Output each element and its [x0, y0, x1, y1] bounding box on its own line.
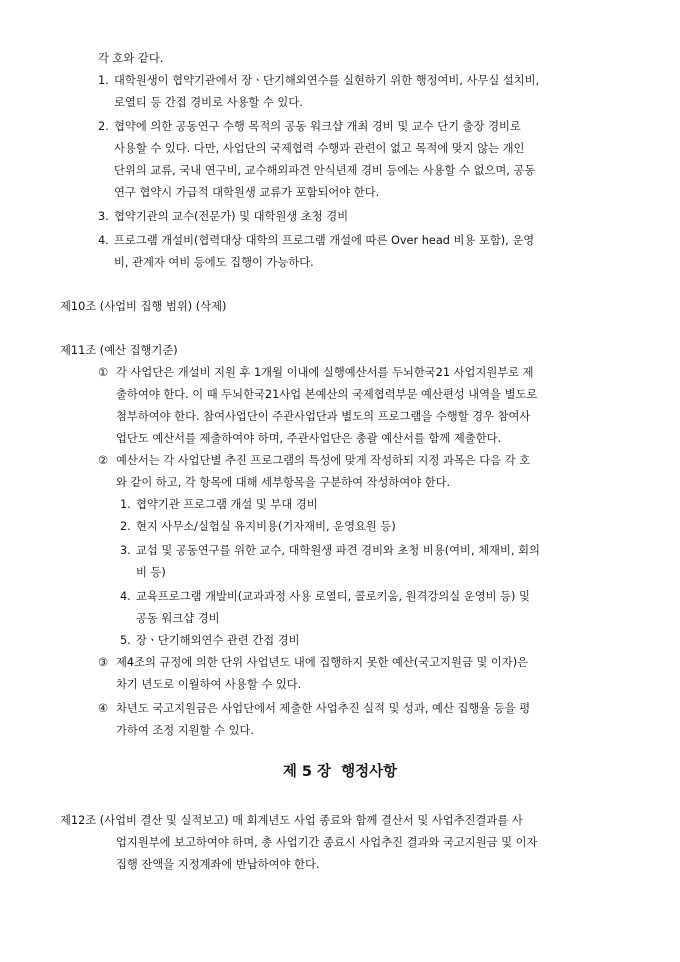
list-number: 1.	[120, 498, 131, 511]
list-item-line: 장ㆍ단기해외연수 관련 간접 경비	[136, 634, 300, 647]
list-item-line: 공동 워크샵 경비	[136, 612, 220, 625]
paragraph-line: 와 같이 하고, 각 항목에 대해 세부항목을 구분하여 작성하여야 한다.	[116, 476, 451, 489]
list-number: 2.	[98, 120, 109, 133]
list-item-line: 로열티 등 간접 경비로 사용할 수 있다.	[114, 96, 303, 109]
list-item-line: 교섭 및 공동연구를 위한 교수, 대학원생 파견 경비와 초청 비용(여비, 체재비, 회의	[136, 544, 540, 557]
paragraph-line: 업단도 예산서를 제출하여야 하며, 주관사업단은 총괄 예산서를 함께 제출한다.	[116, 432, 502, 445]
paragraph-line: 차년도 국고지원금은 사업단에서 제출한 사업추진 실적 및 성과, 예산 집행율 등을 평	[116, 702, 531, 715]
paragraph-mark: ④	[98, 702, 109, 715]
list-item-line: 협약에 의한 공동연구 수행 목적의 공동 워크샵 개최 경비 및 교수 단기 출장 경비로	[114, 120, 521, 133]
list-number: 4.	[98, 234, 109, 247]
list-number: 3.	[98, 210, 109, 223]
paragraph-line: 출하여야 한다. 이 때 두뇌한국21사업 본예산의 국제협력부문 예산편성 내역을 별도로	[116, 388, 538, 401]
paragraph-line: 각 사업단은 개설비 지원 후 1개월 이내에 실행예산서를 두뇌한국21 사업지원부로 제	[116, 366, 534, 379]
paragraph-line: 차기 년도로 이월하여 사용할 수 있다.	[116, 678, 302, 691]
paragraph-mark: ②	[98, 454, 109, 467]
list-number: 3.	[120, 544, 131, 557]
list-number: 4.	[120, 590, 131, 603]
list-item-line: 비, 관계자 여비 등에도 집행이 가능하다.	[114, 256, 314, 269]
list-number: 1.	[98, 74, 109, 87]
article-12-line: 제12조 (사업비 결산 및 실적보고) 매 회계년도 사업 종료와 함께 결산서 및 사업추진결과를 사	[60, 814, 523, 827]
article-12-line: 업지원부에 보고하여야 하며, 총 사업기간 종료시 사업추진 결과와 국고지원금 및 이자	[116, 836, 538, 849]
list-item-line: 대학원생이 협약기관에서 장ㆍ단기해외연수를 실현하기 위한 행정여비, 사무실 설치비,	[114, 74, 540, 87]
article-10-heading: 제10조 (사업비 집행 범위) (삭제)	[60, 300, 227, 313]
chapter-title: 제 5 장 행정사항	[282, 764, 398, 780]
paragraph-line: 가하여 조정 지원할 수 있다.	[116, 724, 254, 737]
paragraph-mark: ③	[98, 656, 109, 669]
list-item-line: 현지 사무소/실험실 유지비용(기자재비, 운영요원 등)	[136, 520, 396, 533]
list-number: 2.	[120, 520, 131, 533]
list-item-line: 교육프로그램 개발비(교과과정 사용 로열티, 콜로키움, 원격강의실 운영비 등) 및	[136, 590, 530, 603]
article-11-heading: 제11조 (예산 집행기준)	[60, 344, 178, 357]
paragraph-line: 예산서는 각 사업단별 추진 프로그램의 특성에 맞게 작성하되 지정 과목은 다음 각 호	[116, 454, 531, 467]
list-item-line: 연구 협약시 가급적 대학원생 교류가 포함되어야 한다.	[114, 186, 380, 199]
intro-line: 각 호와 같다.	[98, 52, 164, 65]
list-item-line: 비 등)	[136, 566, 166, 579]
article-12-line: 집행 잔액을 지정계좌에 반납하여야 한다.	[116, 858, 320, 871]
list-number: 5.	[120, 634, 131, 647]
list-item-line: 사용할 수 있다. 다만, 사업단의 국제협력 수행과 관련이 없고 목적에 맞지 않는 개인	[114, 142, 525, 155]
list-item-line: 프로그램 개설비(협력대상 대학의 프로그램 개설에 따른 Over head 비용 포함), 운영	[114, 234, 535, 247]
list-item-line: 협약기관 프로그램 개설 및 부대 경비	[136, 498, 318, 511]
list-item-line: 협약기관의 교수(전문가) 및 대학원생 초청 경비	[114, 210, 349, 223]
list-item-line: 단위의 교류, 국내 연구비, 교수해외파견 안식년제 경비 등에는 사용할 수 없으며, 공동	[114, 164, 536, 177]
paragraph-line: 제4조의 규정에 의한 단위 사업년도 내에 집행하지 못한 예산(국고지원금 및 이자)은	[116, 656, 529, 669]
paragraph-line: 첨부하여야 한다. 참여사업단이 주관사업단과 별도의 프로그램을 수행할 경우 참여사	[116, 410, 531, 423]
paragraph-mark: ①	[98, 366, 109, 379]
